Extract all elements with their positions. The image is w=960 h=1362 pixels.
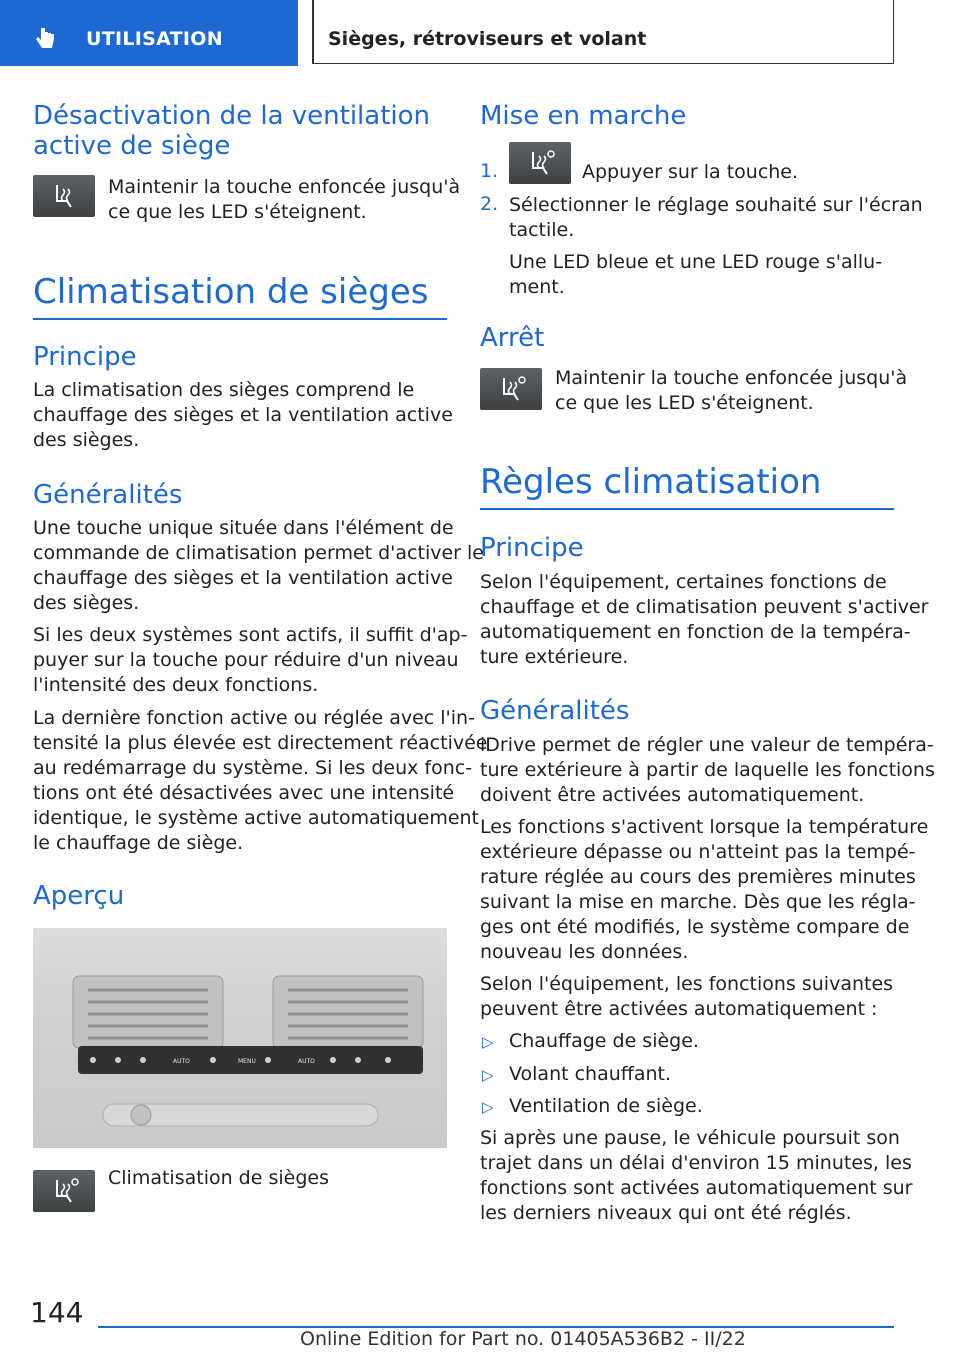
section-header [312,0,894,64]
gen-line: extérieure dépasse ou n'atteint pas la tempé‐ [480,841,916,863]
step1-text: Appuyer sur la touche. [582,161,799,183]
arret-text-2: ce que les LED s'éteignent. [555,392,814,414]
gen-line: Les fonctions s'activent lorsque la température [480,816,929,838]
step2-line: tactile. [509,219,575,241]
gen-line: Si après une pause, le véhicule poursuit son [480,1127,900,1149]
principe-line: automatiquement en fonction de la tempéra‐ [480,621,911,643]
apercu-heading: Aperçu [33,881,125,911]
gen-line: rature réglée au cours des premières minutes [480,866,916,888]
bullet-item: Volant chauffant. [509,1063,672,1085]
bullet-triangle-icon: ▷ [482,1098,494,1116]
generalites-line: identique, le système active automatiquement [33,807,480,829]
generalites-line: l'intensité des deux fonctions. [33,674,319,696]
gen-line: peuvent être activées automatiquement : [480,998,878,1020]
generalites-line: au redémarrage du système. Si les deux fonc‐ [33,757,473,779]
gen-line: Selon l'équipement, les fonctions suivantes [480,973,894,995]
principe-line: chauffage et de climatisation peuvent s'activer [480,596,929,618]
generalites-heading: Généralités [33,480,183,510]
seat-ventilation-button-icon [33,175,95,217]
chapter-label: UTILISATION [86,28,223,50]
seat-climate-button-icon [509,142,571,184]
principe-line: chauffage des sièges et la ventilation active [33,404,453,426]
generalites-line: des sièges. [33,592,140,614]
climat-heading: Climatisation de sièges [33,272,429,312]
principe-heading: Principe [480,533,584,563]
deactivation-heading-line1: Désactivation de la ventilation [33,101,431,131]
marche-heading: Mise en marche [480,101,687,131]
heading-rule [480,508,894,510]
principe-line: La climatisation des sièges comprend le [33,379,415,401]
bullet-item: Chauffage de siège. [509,1030,699,1052]
arret-text-1: Maintenir la touche enfoncée jusqu'à [555,367,908,389]
gen-line: ges ont été modifiés, le système compare de [480,916,910,938]
principe-line: des sièges. [33,429,140,451]
chapter-tab [0,0,298,66]
step2-line: Sélectionner le réglage souhaité sur l'écran [509,194,923,216]
photo-menu-label: MENU [238,1058,256,1065]
seat-climate-button-icon [33,1170,95,1212]
page-number: 144 [30,1296,84,1329]
deactivation-text-1: Maintenir la touche enfoncée jusqu'à [108,176,461,198]
gen-line: iDrive permet de régler une valeur de tempéra‐ [480,734,934,756]
step2-note: Une LED bleue et une LED rouge s'allu‐ [509,251,883,273]
generalites-line: La dernière fonction active ou réglée avec l'in‐ [33,707,475,729]
step-number: 1. [480,160,499,182]
generalites-line: Une touche unique située dans l'élément de [33,517,454,539]
heading-rule [33,318,447,320]
photo-auto-label: AUTO [173,1058,190,1065]
seat-climate-button-icon [480,368,542,410]
gen-line: les derniers niveaux qui ont été réglés. [480,1202,852,1224]
generalites-line: puyer sur la touche pour réduire d'un niveau [33,649,459,671]
climate-panel-photo [33,928,447,1148]
generalites-line: le chauffage de siège. [33,832,244,854]
bullet-triangle-icon: ▷ [482,1033,494,1051]
gen-line: doivent être activées automatiquement. [480,784,865,806]
deactivation-text-2: ce que les LED s'éteignent. [108,201,367,223]
gen-line: fonctions sont activées automatiquement sur [480,1177,913,1199]
bullet-triangle-icon: ▷ [482,1066,494,1084]
gen-line: nouveau les données. [480,941,689,963]
hand-pointer-icon [32,26,58,52]
deactivation-heading-line2: active de siège [33,131,231,161]
arret-heading: Arrêt [480,323,545,353]
gen-line: trajet dans un délai d'environ 15 minutes, les [480,1152,912,1174]
bullet-item: Ventilation de siège. [509,1095,703,1117]
regles-heading: Règles climatisation [480,462,822,502]
edition-text: Online Edition for Part no. 01405A536B2 - II/22 [300,1328,746,1350]
gen-line: ture extérieure à partir de laquelle les fonctions [480,759,935,781]
step-number: 2. [480,193,499,215]
generalites-line: commande de climatisation permet d'activer le [33,542,484,564]
principe-heading: Principe [33,342,137,372]
generalites-line: tensité la plus élevée est directement réactivée [33,732,488,754]
generalites-heading: Généralités [480,696,630,726]
principe-line: Selon l'équipement, certaines fonctions de [480,571,887,593]
generalites-line: Si les deux systèmes sont actifs, il suffit d'ap‐ [33,624,468,646]
generalites-line: tions ont été désactivées avec une intensité [33,782,455,804]
principe-line: ture extérieure. [480,646,629,668]
step2-note: ment. [509,276,565,298]
photo-caption: Climatisation de sièges [108,1167,329,1189]
photo-auto-label: AUTO [298,1058,315,1065]
section-label: Sièges, rétroviseurs et volant [328,28,647,50]
generalites-line: chauffage des sièges et la ventilation active [33,567,453,589]
gen-line: suivant la mise en marche. Dès que les régla‐ [480,891,916,913]
